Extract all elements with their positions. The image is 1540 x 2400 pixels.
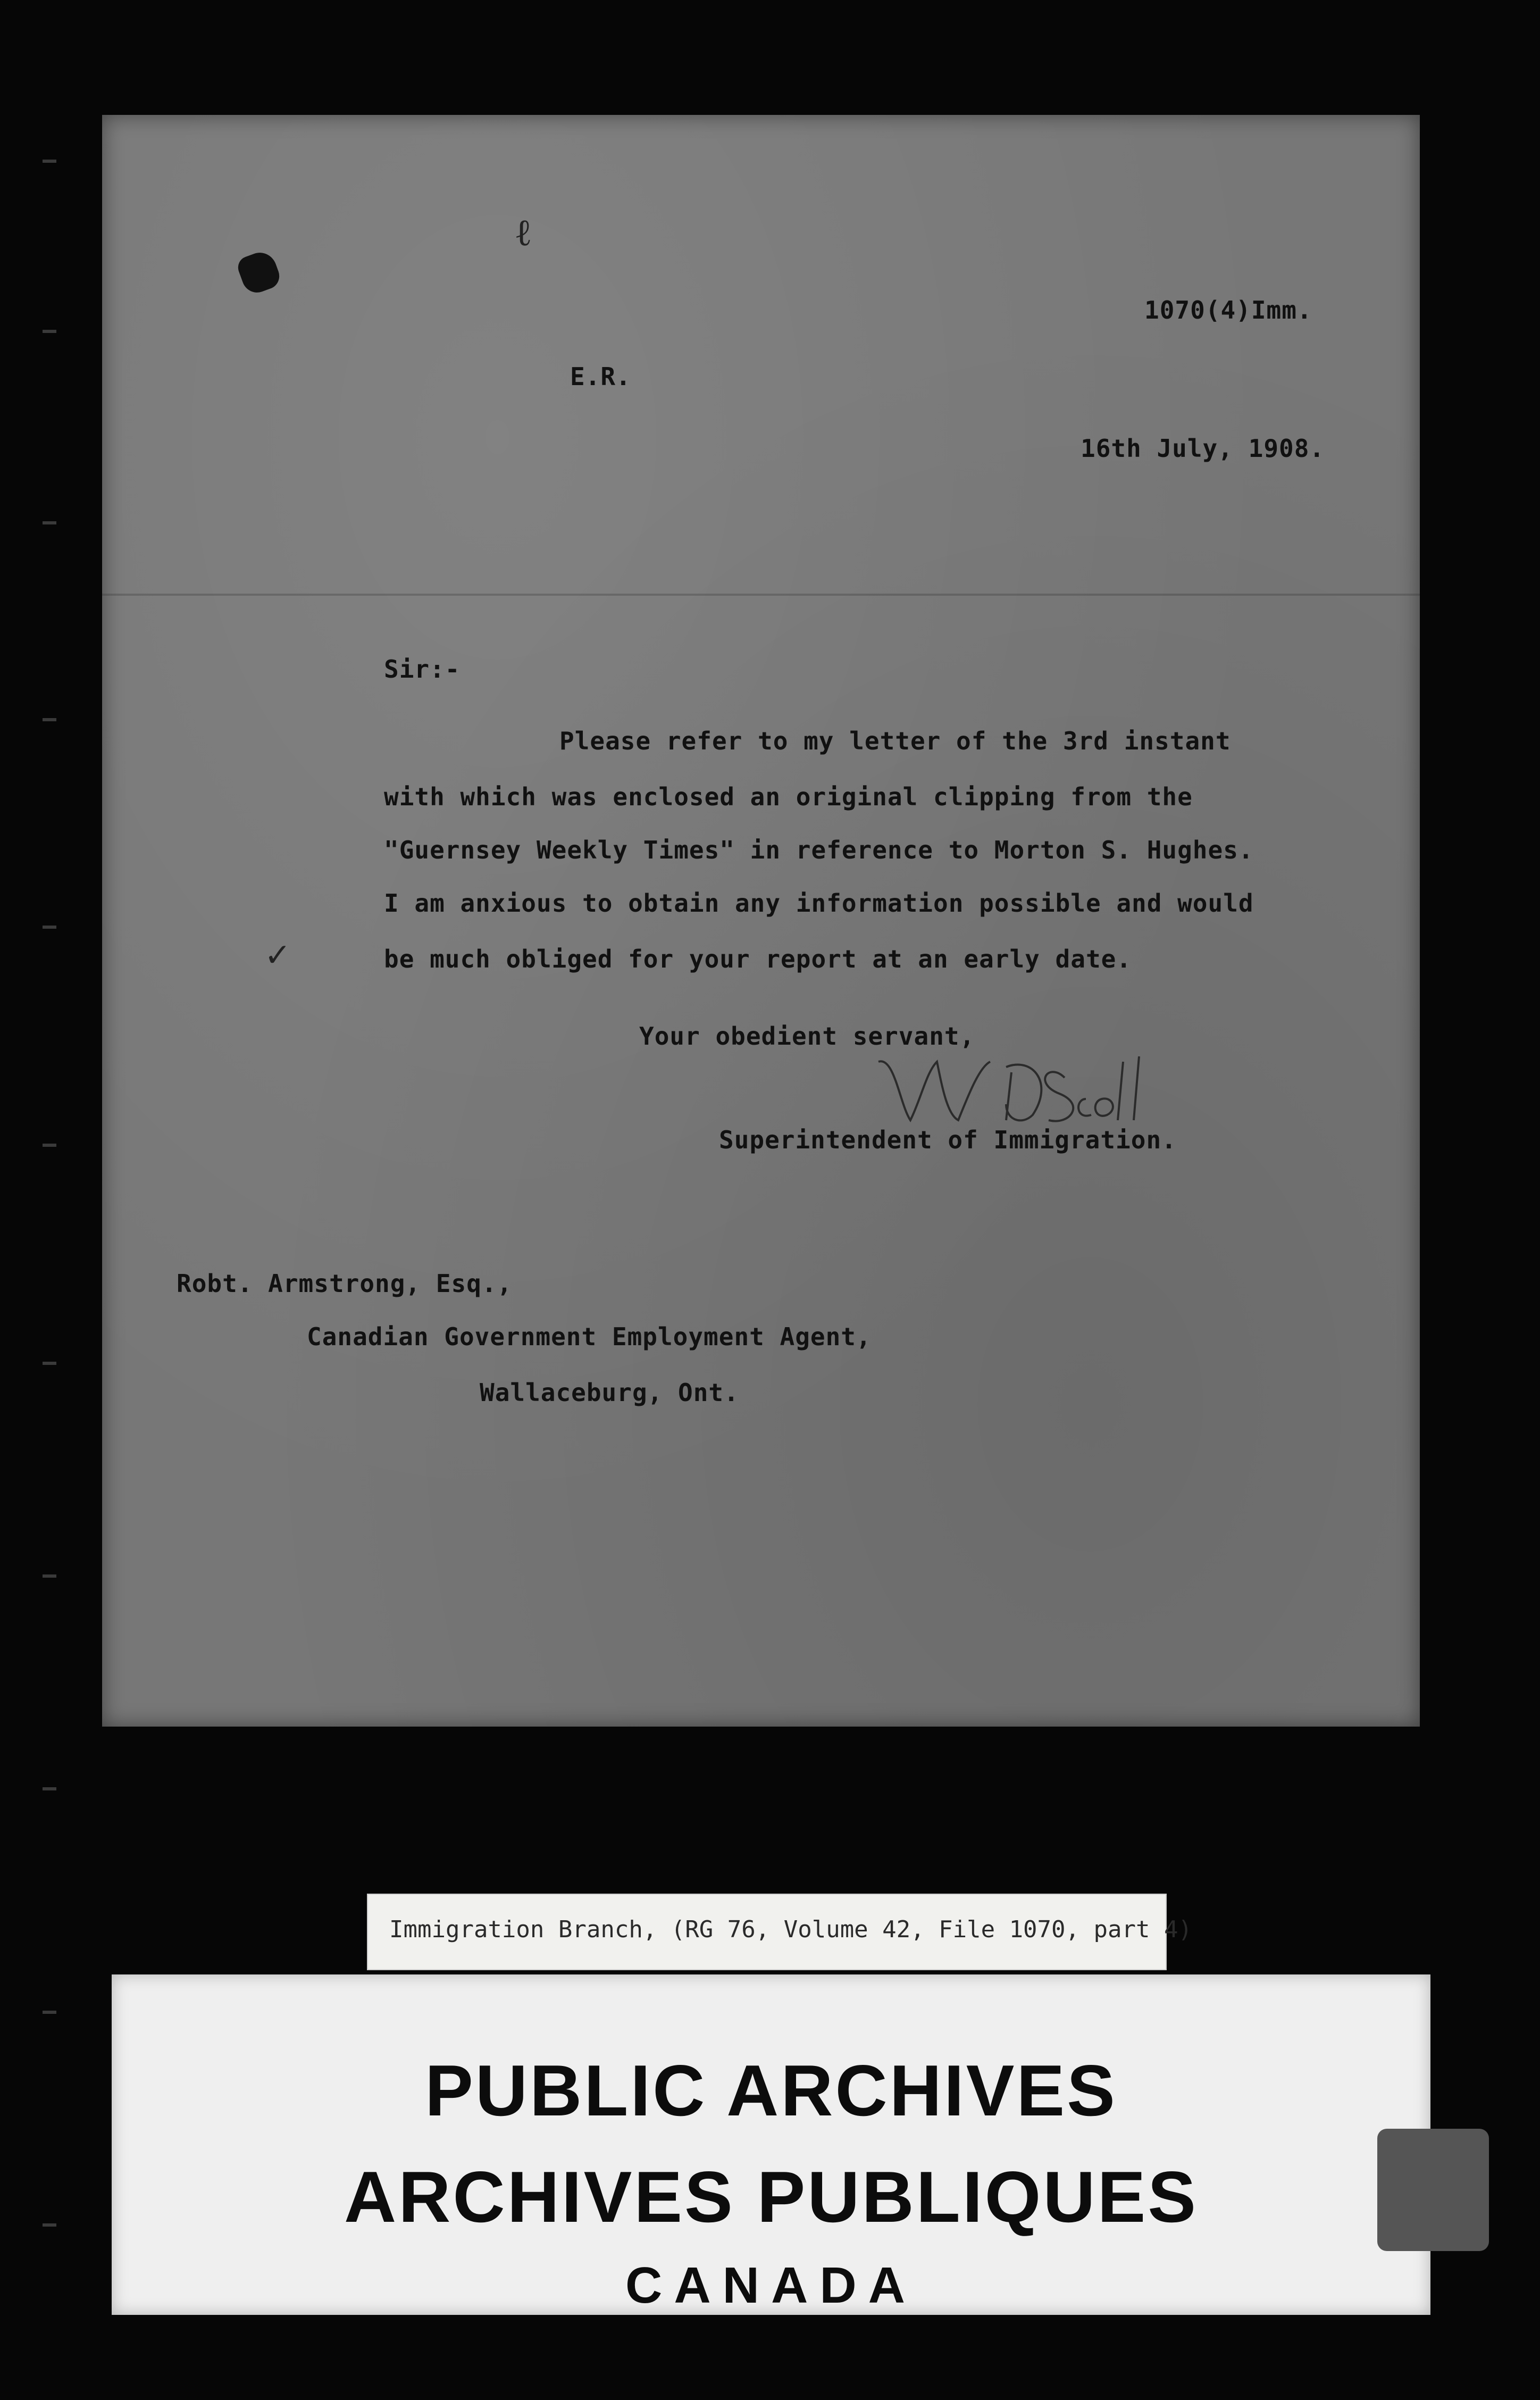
stamp-line-french: ARCHIVES PUBLIQUES xyxy=(344,2156,1198,2237)
recipient-location: Wallaceburg, Ont. xyxy=(480,1378,739,1407)
fold-line xyxy=(102,594,1420,596)
salutation: Sir:- xyxy=(384,655,461,684)
body-line: be much obliged for your report at an early date. xyxy=(384,945,1132,973)
initials: E.R. xyxy=(570,362,631,391)
check-mark: ✓ xyxy=(264,937,291,974)
pencil-mark: ℓ xyxy=(514,211,532,254)
film-edge-marks xyxy=(21,0,58,2400)
closing: Your obedient servant, xyxy=(639,1022,975,1051)
signature xyxy=(873,1040,1150,1136)
letter-page xyxy=(102,115,1420,1727)
file-reference: 1070(4)Imm. xyxy=(1144,296,1312,324)
body-line: I am anxious to obtain any information possible and would xyxy=(384,889,1254,918)
stamp-line-country: CANADA xyxy=(625,2257,917,2314)
public-archives-stamp xyxy=(112,1974,1430,2315)
letter-date: 16th July, 1908. xyxy=(1081,434,1325,463)
recipient-position: Canadian Government Employment Agent, xyxy=(307,1322,872,1351)
body-line: Please refer to my letter of the 3rd instant xyxy=(559,727,1231,755)
archive-reference-label xyxy=(367,1894,1192,1970)
punch-hole xyxy=(235,248,283,297)
body-line: "Guernsey Weekly Times" in reference to Morton S. Hughes. xyxy=(384,836,1254,864)
signer-title: Superintendent of Immigration. xyxy=(719,1126,1177,1154)
body-line: with which was enclosed an original clipping from the xyxy=(384,782,1193,811)
archive-reference-text: Immigration Branch, (RG 76, Volume 42, File 1070, part 4) xyxy=(389,1916,1192,1943)
recipient-name: Robt. Armstrong, Esq., xyxy=(177,1269,513,1298)
stamp-line-english: PUBLIC ARCHIVES xyxy=(425,2050,1117,2131)
